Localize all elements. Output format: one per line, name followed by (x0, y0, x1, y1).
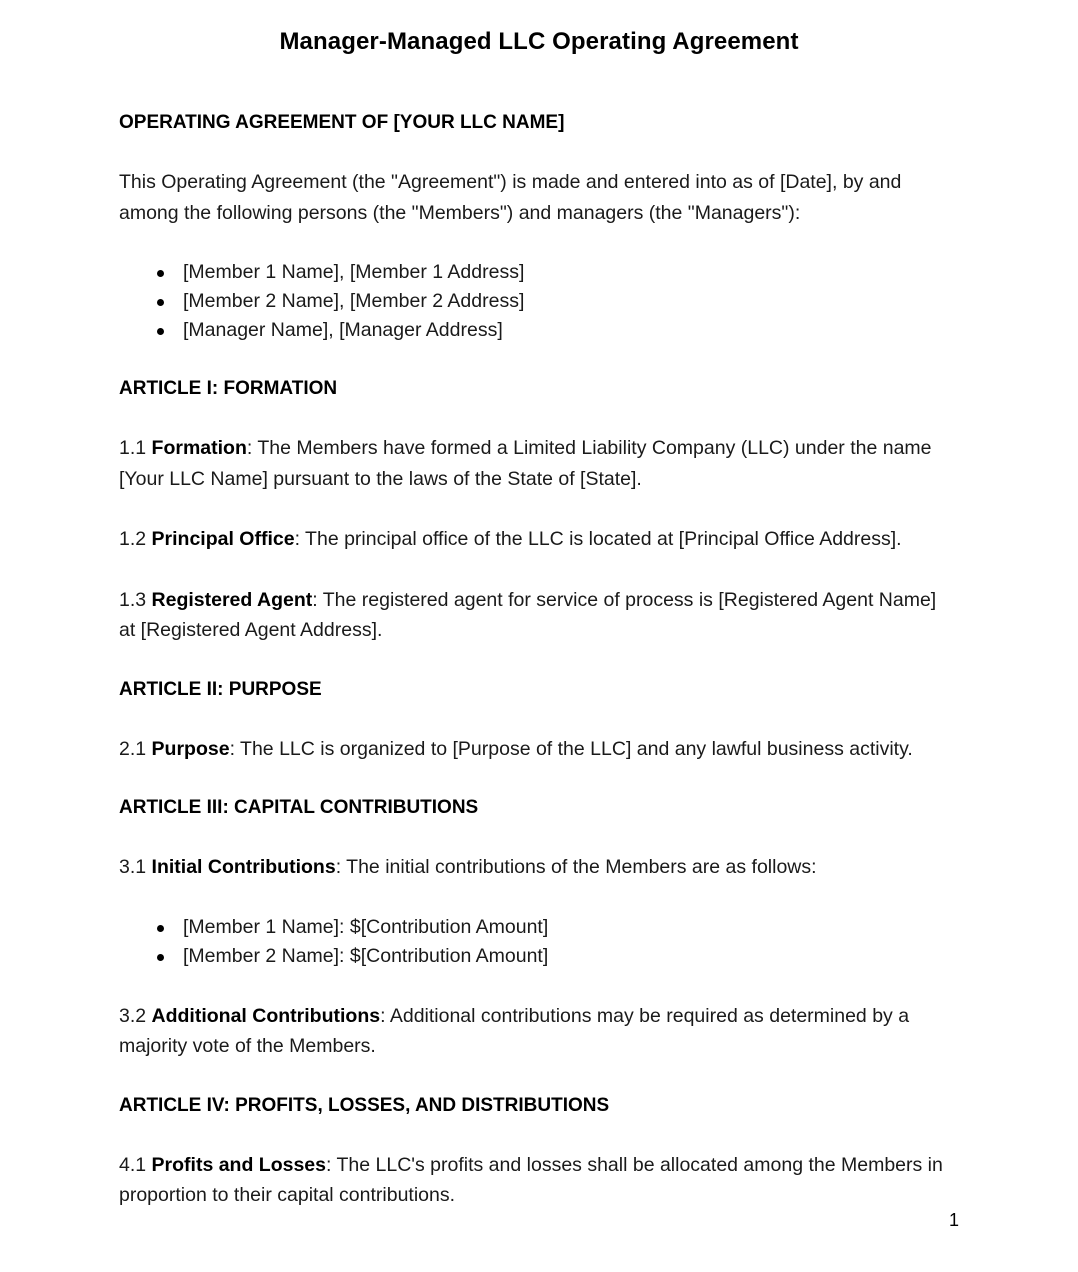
section-body: : Additional contributions may be required as determined by a majority vote of the Members. (119, 1004, 910, 1057)
section-term: Purpose (151, 737, 230, 760)
section-3-1 (119, 852, 957, 883)
section-number: 2.1 (119, 737, 147, 760)
party-label: [Member 2 Name], [Member 2 Address] (183, 290, 525, 312)
section-term: Registered Agent (151, 588, 313, 611)
section-number: 4.1 (119, 1153, 147, 1176)
section-3-2 (119, 1001, 957, 1062)
heading-operating-agreement-of: OPERATING AGREEMENT OF [YOUR LLC NAME] (119, 112, 565, 133)
section-number: 1.2 (119, 528, 147, 550)
party-label: [Member 1 Name], [Member 1 Address] (183, 261, 525, 283)
section-1-2 (119, 524, 957, 555)
heading-article-4: ARTICLE IV: PROFITS, LOSSES, AND DISTRIBUTIONS (119, 1094, 610, 1116)
section-number: 3.1 (119, 856, 147, 878)
section-body: : The registered agent for service of process is [Registered Agent Name] at [Registered Agent Address]. (119, 588, 937, 641)
contributions-list (119, 913, 959, 971)
parties-list (119, 258, 959, 345)
section-body: : The principal office of the LLC is located at [Principal Office Address]. (294, 528, 902, 550)
section-1-1 (119, 433, 957, 494)
section-2-1 (119, 734, 957, 765)
section-body: : The LLC is organized to [Purpose of the LLC] and any lawful business activity. (229, 737, 913, 760)
section-body: : The initial contributions of the Members are as follows: (335, 856, 817, 878)
section-term: Initial Contributions (151, 856, 336, 878)
title-body-spacer (119, 56, 959, 109)
section-number: 1.3 (119, 588, 147, 611)
section-number: 3.2 (119, 1004, 147, 1027)
page-number: 1 (948, 1210, 959, 1230)
party-label: [Manager Name], [Manager Address] (183, 319, 503, 341)
list-item (119, 287, 959, 316)
section-term: Formation (151, 437, 247, 459)
heading-article-2: ARTICLE II: PURPOSE (119, 678, 322, 700)
document-body (0, 56, 1078, 1211)
heading-article-3: ARTICLE III: CAPITAL CONTRIBUTIONS (119, 797, 479, 818)
list-item (119, 258, 959, 287)
section-1-3 (119, 585, 957, 646)
contribution-label: [Member 1 Name]: $[Contribution Amount] (183, 915, 549, 938)
section-term: Additional Contributions (151, 1004, 381, 1027)
list-item (119, 942, 959, 971)
section-term: Profits and Losses (151, 1153, 326, 1176)
list-item (119, 913, 959, 942)
heading-article-1: ARTICLE I: FORMATION (119, 378, 338, 399)
section-4-1 (119, 1150, 957, 1211)
section-term: Principal Office (151, 528, 295, 550)
contribution-label: [Member 2 Name]: $[Contribution Amount] (183, 944, 549, 967)
section-body: : The Members have formed a Limited Liability Company (LLC) under the name [Your LLC Name] pursuant to the laws of the State of [State]. (119, 437, 932, 490)
section-number: 1.1 (119, 437, 147, 459)
list-item (119, 316, 959, 345)
intro-paragraph: This Operating Agreement (the "Agreement") is made and entered into as of [Date], by and among the following persons (the "Members") and managers (the "Managers"): (119, 171, 902, 224)
page-title: Manager-Managed LLC Operating Agreement (279, 28, 799, 55)
section-body: : The LLC's profits and losses shall be allocated among the Members in proportion to their capital contributions. (119, 1153, 943, 1206)
